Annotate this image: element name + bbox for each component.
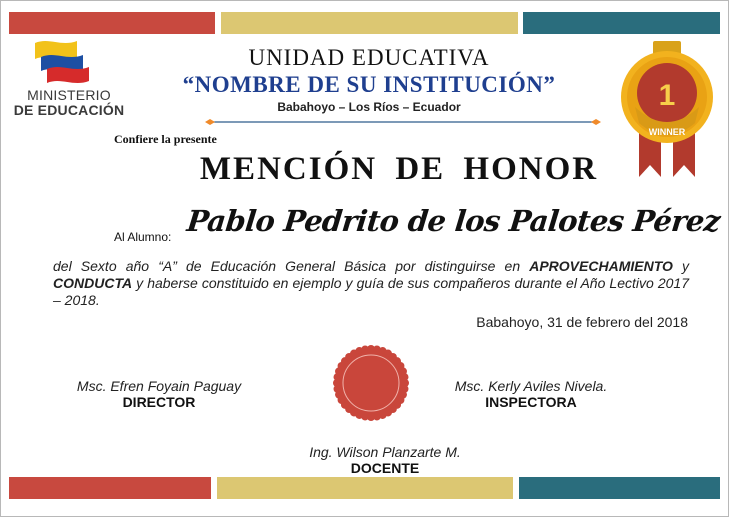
director-name: Msc. Efren Foyain Paguay — [76, 378, 242, 394]
body-part-1: del Sexto año “A” de Educación General Básica por distinguirse en — [53, 258, 530, 274]
bottom-teal-bar — [519, 477, 720, 499]
inspector-name: Msc. Kerly Aviles Nivela. — [454, 378, 608, 394]
logo-line-educacion: DE EDUCACIÓN — [13, 102, 125, 118]
top-teal-bar — [523, 12, 720, 34]
signature-inspector — [421, 378, 641, 410]
body-bold-conducta: CONDUCTA — [53, 275, 133, 291]
bottom-red-bar — [9, 477, 211, 499]
bottom-yellow-bar — [217, 477, 513, 499]
top-yellow-bar — [221, 12, 518, 34]
honor-title: MENCIÓN DE HONOR — [199, 151, 599, 187]
confers-text: Confiere la presente — [114, 132, 217, 146]
medal-number: 1 — [658, 79, 676, 112]
logo-line-ministerio: MINISTERIO — [27, 87, 111, 103]
location: Babahoyo – Los Ríos – Ecuador — [277, 100, 461, 114]
student-label: Al Alumno: — [114, 230, 172, 244]
body-part-3: y haberse constituido en ejemplo y guía de sus compañeros durante el Año Lectivo 2017 – 2018. — [53, 275, 689, 308]
school-title: UNIDAD EDUCATIVA — [248, 45, 490, 70]
date-text: Babahoyo, 31 de febrero del 2018 — [476, 314, 688, 330]
signature-director — [49, 378, 269, 410]
teacher-name: Ing. Wilson Planzarte M. — [309, 444, 461, 460]
body-bold-aprovechamiento: APROVECHAMIENTO — [529, 258, 673, 274]
director-role: DIRECTOR — [122, 394, 196, 410]
signature-teacher — [275, 444, 495, 476]
teacher-role: DOCENTE — [350, 460, 420, 476]
institution-name: “NOMBRE DE SU INSTITUCIÓN” — [182, 72, 556, 97]
inspector-role: INSPECTORA — [485, 394, 577, 410]
ecuador-flag-logo-icon — [31, 37, 107, 87]
seal-icon — [332, 344, 410, 422]
header-divider — [205, 119, 601, 125]
certificate-body — [53, 258, 689, 309]
top-red-bar — [9, 12, 215, 34]
medal-label: WINNER — [648, 127, 686, 137]
student-name: Pablo Pedrito de los Palotes Pérez — [185, 204, 722, 238]
body-part-2: y — [672, 258, 690, 274]
ministry-logo — [9, 37, 129, 119]
